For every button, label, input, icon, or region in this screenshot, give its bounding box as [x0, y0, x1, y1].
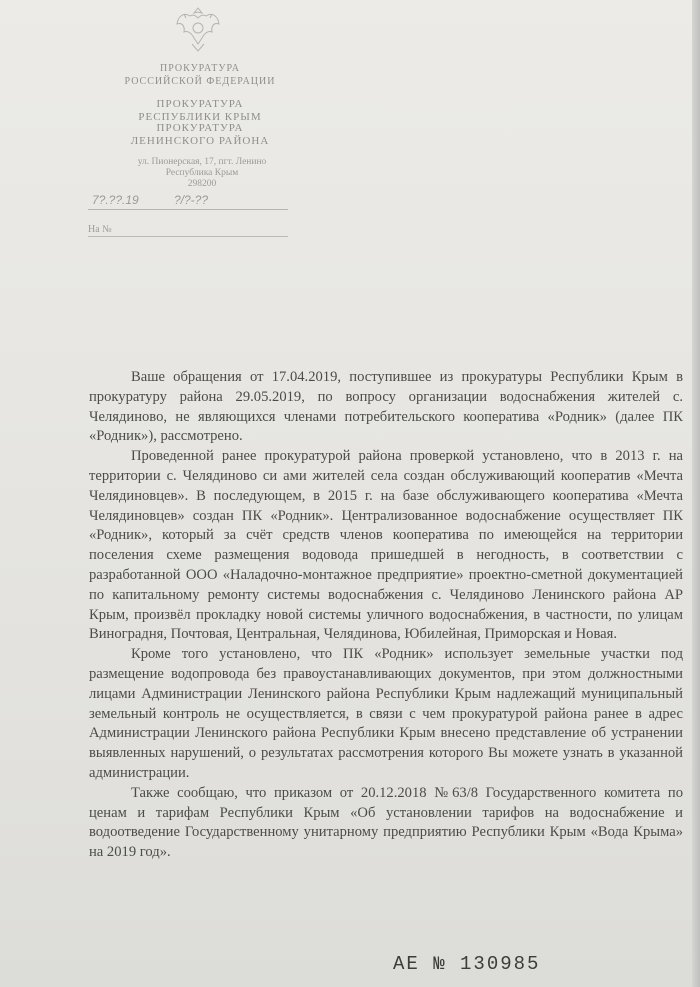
letterhead-line: ПРОКУРАТУРА — [160, 63, 240, 74]
body-paragraph: Проведенной ранее прокуратурой района проверкой установлено, что в 2013 г. на территории с. Челядиново си ами жителей села создан обслуживающий кооператив «Мечта Челядиновцев». В последующем, в 2015 г. на базе обслуживающего кооператива «Мечта Челядиновцев» создан ПК «Родник». Централизованное водоснабжение осуществляет ПК «Родник», который за счёт средств членов кооператива по имеющейся на территории поселения схеме размещения водовода пришедшей в негодность, в соответствии с разработанной ООО «Наладочно-монтажное предприятие» проектно-сметной документацией по капитальному ремонту системы водоснабжения с. Челядиново Ленинского района АР Крым, произвёл прокладку новой системы уличного водоснабжения, в частности, по улицам Виноградня, Почтовая, Центральная, Челядинова, Юбилейная, Приморская и Новая. — [89, 448, 683, 643]
letterhead-line: ПРОКУРАТУРА — [156, 122, 244, 134]
address-line: 298200 — [187, 179, 217, 189]
letterhead-block-1 — [100, 62, 300, 88]
letterhead-block-2 — [100, 98, 300, 124]
registration-line — [88, 193, 288, 210]
letterhead-line: РЕСПУБЛИКИ КРЫМ — [138, 111, 262, 123]
registration-number: ?/?-?? — [174, 193, 209, 207]
reference-line — [88, 222, 288, 237]
letterhead-line: ПРОКУРАТУРА — [156, 98, 244, 110]
letterhead-address — [92, 157, 312, 190]
registration-date: 7?.??.19 — [92, 193, 139, 207]
letterhead-block-3 — [100, 122, 300, 148]
letter-body — [89, 368, 683, 863]
double-headed-eagle-emblem-icon — [174, 4, 222, 54]
address-line: ул. Пионерская, 17, пгт. Ленино — [137, 157, 267, 167]
form-serial-number: АЕ № 130985 — [393, 953, 541, 975]
body-paragraph: Кроме того установлено, что ПК «Родник» использует земельные участки под размещение водопровода без правоустанавливающих документов, при этом должностными лицами Администрации Ленинского района Республики Крым надлежащий муниципальный земельный контроль не осуществляется, в связи с чем прокуратурой района ранее в адрес Администрации Ленинского района Республики Крым внесено представление об устранении выявленных нарушений, о результатах рассмотрения которого Вы можете узнать в указанной администрации. — [89, 646, 683, 781]
address-line: Республика Крым — [165, 168, 239, 178]
page-edge — [692, 0, 700, 987]
body-paragraph: Ваше обращения от 17.04.2019, поступившее из прокуратуры Республики Крым в прокуратуру района 29.05.2019, по вопросу организации водоснабжения жителей с. Челядиново, не являющихся членами потребительского кооператива «Родник» (далее ПК «Родник»), рассмотрено. — [89, 369, 683, 445]
reference-label: На № — [88, 224, 112, 235]
letterhead-line: РОССИЙСКОЙ ФЕДЕРАЦИИ — [124, 76, 276, 87]
letterhead-line: ЛЕНИНСКОГО РАЙОНА — [130, 135, 270, 147]
body-paragraph: Также сообщаю, что приказом от 20.12.2018 №63/8 Государственного комитета по ценам и тарифам Республики Крым «Об установлении тарифов на водоснабжение и водоотведение Государственному унитарному предприятию Республики Крым «Вода Крыма» на 2019 год». — [89, 784, 683, 861]
